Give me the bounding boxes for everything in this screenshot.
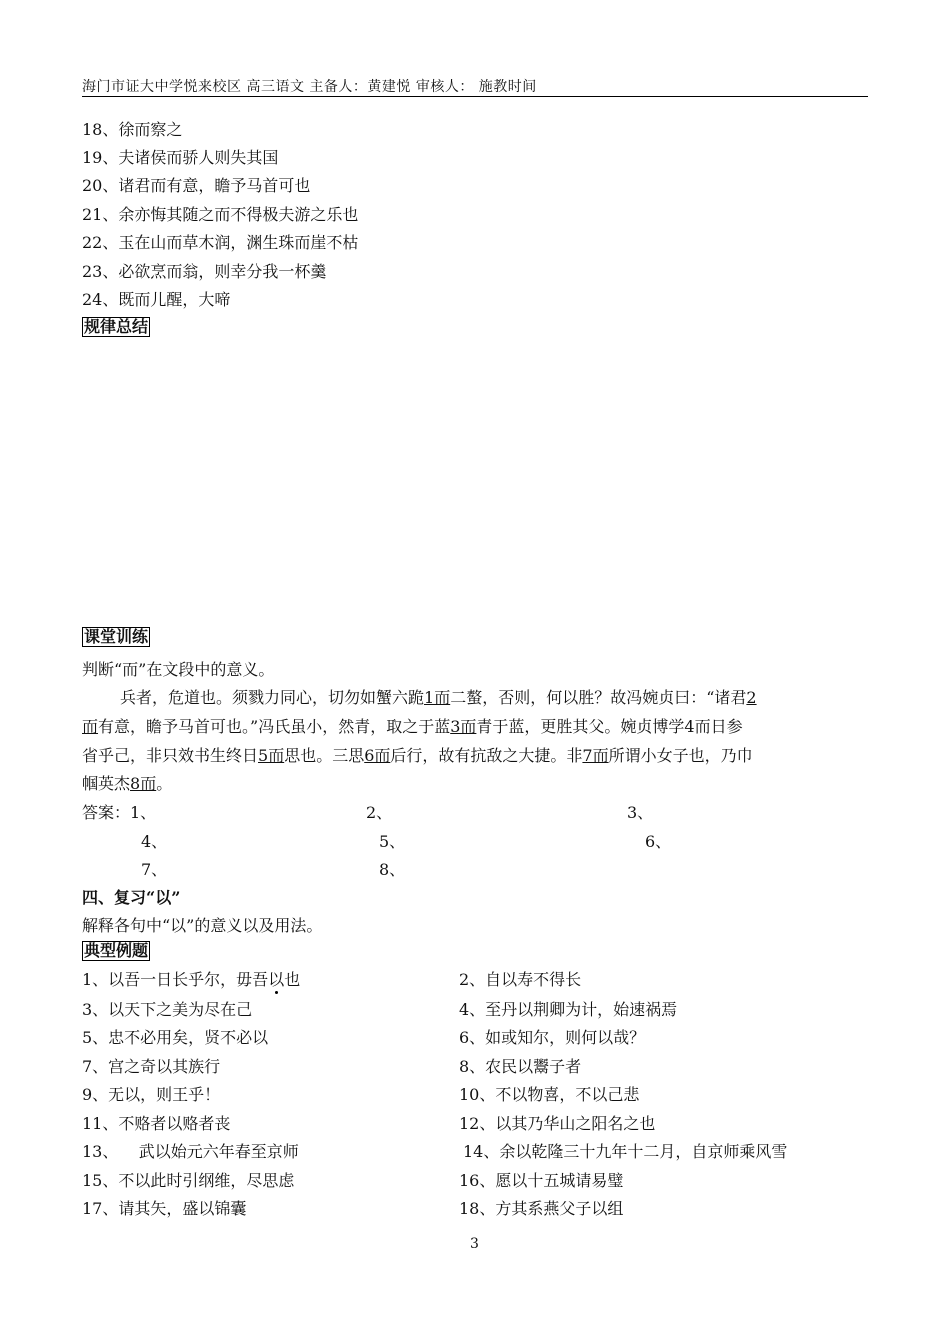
example-item: 16、愿以十五城请易璧	[459, 1171, 624, 1190]
example-item: 5、忠不必用矣，贤不必以	[82, 1028, 269, 1047]
section-4-instruction: 解释各句中“以”的意义以及用法。	[82, 916, 323, 935]
answers-label: 答案：1、	[82, 803, 157, 822]
list-item: 21、余亦悔其随之而不得极夫游之乐也	[82, 205, 359, 224]
rule-summary-heading: 规律总结	[84, 317, 149, 336]
section-4-title: 四、复习“以”	[82, 888, 181, 907]
example-item: 4、至丹以荆卿为计，始速祸焉	[459, 1000, 678, 1019]
typical-examples-heading: 典型例题	[84, 941, 149, 960]
example-item: 11、不赂者以赂者丧	[82, 1114, 231, 1133]
passage-text: 思也。三思	[284, 746, 365, 765]
answer-slot: 2、	[366, 803, 393, 822]
passage-text: 所谓小女子也，乃巾	[608, 746, 753, 765]
list-item: 19、夫诸侯而骄人则失其国	[82, 148, 279, 167]
example-item: 15、不以此时引纲维，尽思虑	[82, 1171, 295, 1190]
answer-slot: 4、	[141, 832, 168, 851]
example-item: 14、余以乾隆三十九年十二月，自京师乘风雪	[463, 1142, 788, 1161]
example-item: 2、自以寿不得长	[459, 970, 582, 989]
passage-text: 帼英杰	[82, 774, 131, 793]
answer-slot: 7、	[141, 860, 168, 879]
passage-text: 后行，故有抗敌之大捷。非	[390, 746, 583, 765]
passage-text: 。	[156, 774, 173, 793]
list-item: 23、必欲烹而翁，则幸分我一杯羹	[82, 262, 327, 281]
blank-3: 3而	[450, 717, 477, 736]
passage-line-2	[82, 714, 743, 737]
page-header: 海门市证大中学悦来校区 高三语文 主备人：黄建悦 审核人： 施教时间	[82, 76, 868, 97]
blank-6: 6而	[364, 746, 391, 765]
classroom-training-heading: 课堂训练	[84, 627, 149, 646]
example-item: 6、如或知尔，则何以哉？	[459, 1028, 646, 1047]
list-item: 20、诸君而有意，瞻予马首可也	[82, 176, 311, 195]
example-item: 9、无以，则王乎！	[82, 1085, 221, 1104]
passage-line-4	[82, 771, 172, 794]
list-item: 18、徐而察之	[82, 120, 183, 139]
example-item: 8、农民以鬻子者	[459, 1057, 582, 1076]
passage-text: 二螯，否则，何以胜？故冯婉贞曰：“诸君	[450, 688, 747, 707]
blank-2-char: 而	[82, 717, 99, 736]
passage-text: 有意，瞻予马首可也。”冯氏虽小，然青，取之于蓝	[98, 717, 451, 736]
passage-text: 省乎己，非只效书生终日	[82, 746, 259, 765]
example-item: 1、以吾一日长乎尔，毋吾以也	[82, 970, 301, 989]
emphasis-dot-char: 以	[268, 970, 285, 989]
example-item: 13、 武以始元六年春至京师	[82, 1142, 299, 1161]
blank-2-number: 2	[746, 688, 757, 707]
answer-slot: 8、	[379, 860, 406, 879]
page-number: 3	[470, 1236, 479, 1252]
list-item: 24、既而儿醒，大啼	[82, 290, 231, 309]
blank-5: 5而	[258, 746, 285, 765]
blank-7: 7而	[582, 746, 609, 765]
answer-slot: 3、	[627, 803, 654, 822]
example-item: 18、方其系燕父子以组	[459, 1199, 624, 1218]
example-item: 3、以天下之美为尽在己	[82, 1000, 253, 1019]
passage-line-1	[120, 685, 757, 708]
judge-instruction: 判断“而”在文段中的意义。	[82, 660, 275, 679]
example-item: 12、以其乃华山之阳名之也	[459, 1114, 656, 1133]
passage-text: 青于蓝，更胜其父。婉贞博学4而日参	[476, 717, 743, 736]
blank-1: 1而	[424, 688, 451, 707]
passage-text: 兵者，危道也。须戮力同心，切勿如蟹六跪	[120, 688, 425, 707]
list-item: 22、玉在山而草木润，渊生珠而崖不枯	[82, 233, 359, 252]
passage-line-3	[82, 743, 753, 766]
example-item: 7、宫之奇以其族行	[82, 1057, 221, 1076]
answer-slot: 6、	[645, 832, 672, 851]
example-item: 17、请其矢，盛以锦囊	[82, 1199, 247, 1218]
blank-8: 8而	[130, 774, 157, 793]
answer-slot: 5、	[379, 832, 406, 851]
example-item: 10、不以物喜，不以己悲	[459, 1085, 640, 1104]
